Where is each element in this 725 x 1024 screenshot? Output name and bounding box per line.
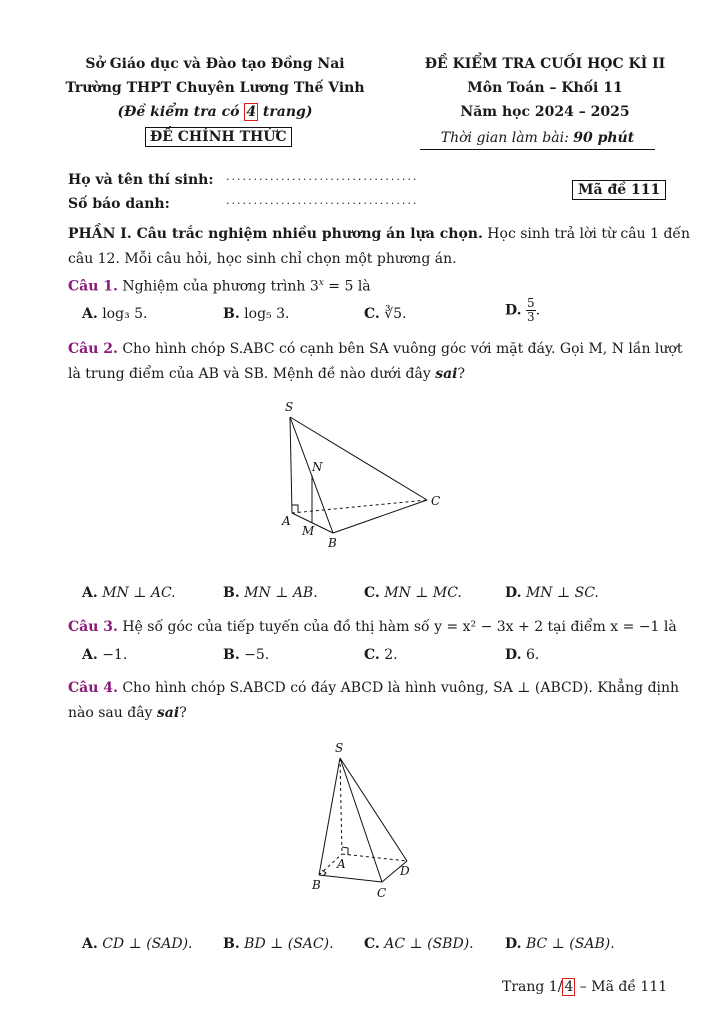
q3-option-d[interactable]: D. 6. bbox=[505, 647, 540, 663]
id-label: Số báo danh: bbox=[68, 196, 170, 212]
q1-stem: Câu 1. Nghiệm của phương trình $3^x = 5$ là bbox=[68, 278, 371, 295]
q2-option-d[interactable]: D. MN ⊥ SC. bbox=[505, 585, 599, 601]
fraction: $\frac{5}{3}$ bbox=[526, 296, 535, 324]
label-s: S bbox=[285, 400, 294, 414]
q2-option-b[interactable]: B. MN ⊥ AB. bbox=[223, 585, 318, 601]
q2-option-c[interactable]: C. MN ⊥ MC. bbox=[364, 585, 462, 601]
pyramid-sabcd-figure bbox=[300, 738, 430, 906]
name-label: Họ và tên thí sinh: bbox=[68, 172, 214, 188]
q4-option-d[interactable]: D. BC ⊥ (SAB). bbox=[505, 936, 615, 952]
page-count-highlight: 4 bbox=[246, 104, 257, 120]
label-d: D bbox=[400, 864, 410, 878]
label-s: S bbox=[335, 741, 344, 755]
q1-option-c[interactable]: C. ∛5. bbox=[364, 306, 407, 322]
school-name: Trường THPT Chuyên Lương Thế Vinh bbox=[65, 80, 365, 96]
label-c: C bbox=[431, 494, 441, 508]
school-year: Năm học 2024 – 2025 bbox=[460, 104, 630, 120]
label-m: M bbox=[302, 524, 315, 538]
edge-bc bbox=[333, 500, 427, 533]
q1-option-a[interactable]: A. log₃ 5. bbox=[82, 306, 148, 322]
page-number-highlight: 4 bbox=[564, 979, 574, 995]
q4-option-b[interactable]: B. BD ⊥ (SAC). bbox=[223, 936, 334, 952]
q4-stem: Câu 4. Cho hình chóp S.ABCD có đáy ABCD là hình vuông, SA ⊥ (ABCD). Khẳng định bbox=[68, 680, 680, 696]
q4-stem-line2: nào sau đây sai? bbox=[68, 705, 187, 721]
q2-stem: Câu 2. Cho hình chóp S.ABC có cạnh bên SA vuông góc với mặt đáy. Gọi M, N lần lượt bbox=[68, 341, 683, 357]
q3-option-c[interactable]: C. 2. bbox=[364, 647, 398, 663]
part1-intro: PHẦN I. Câu trắc nghiệm nhiều phương án lựa chọn. Học sinh trả lời từ câu 1 đến bbox=[68, 226, 691, 242]
page-count-note: (Đề kiểm tra có 4 trang) bbox=[117, 104, 313, 120]
q4-option-a[interactable]: A. CD ⊥ (SAD). bbox=[82, 936, 193, 952]
q2-stem-line2: là trung điểm của AB và SB. Mệnh đề nào dưới đây sai? bbox=[68, 366, 465, 382]
subject: Môn Toán – Khối 11 bbox=[467, 80, 623, 96]
q3-option-a[interactable]: A. −1. bbox=[82, 647, 128, 663]
edge-sa-hidden bbox=[340, 758, 342, 854]
time-limit: Thời gian làm bài: 90 phút bbox=[420, 130, 655, 150]
label-a: A bbox=[337, 857, 346, 871]
label-b: B bbox=[328, 536, 337, 550]
edge-sd bbox=[340, 758, 407, 861]
part1-intro-line2: câu 12. Mỗi câu hỏi, học sinh chỉ chọn một phương án. bbox=[68, 251, 457, 267]
page-footer: Trang 1/ 4 – Mã đề 111 bbox=[502, 979, 668, 995]
official-label: ĐỀ CHÍNH THỨC bbox=[145, 129, 292, 145]
label-b: B bbox=[312, 878, 321, 892]
exam-title: ĐỀ KIỂM TRA CUỐI HỌC KÌ II bbox=[424, 56, 666, 72]
dept-name: Sở Giáo dục và Đào tạo Đồng Nai bbox=[85, 56, 345, 72]
label-n: N bbox=[312, 460, 323, 474]
id-field[interactable]: ................................... bbox=[226, 194, 419, 207]
q1-option-d[interactable]: D. $\frac{5}{3}$ . bbox=[505, 296, 541, 324]
q3-option-b[interactable]: B. −5. bbox=[223, 647, 270, 663]
pyramid-sabc-figure bbox=[270, 395, 460, 555]
edge-sc bbox=[340, 758, 382, 882]
name-field[interactable]: ................................... bbox=[226, 170, 419, 183]
right-angle-mark bbox=[292, 505, 298, 513]
edge-bc bbox=[319, 875, 382, 882]
label-c: C bbox=[377, 886, 387, 900]
q1-option-b[interactable]: B. log₅ 3. bbox=[223, 306, 290, 322]
edge-sa bbox=[290, 417, 292, 513]
label-a: A bbox=[282, 514, 291, 528]
exam-code-box: Mã đề 111 bbox=[572, 180, 666, 200]
q3-stem: Câu 3. Hệ số góc của tiếp tuyến của đồ thị hàm số y = x² − 3x + 2 tại điểm x = −1 là bbox=[68, 619, 677, 635]
edge-sc bbox=[290, 417, 427, 500]
q2-option-a[interactable]: A. MN ⊥ AC. bbox=[82, 585, 176, 601]
q4-option-c[interactable]: C. AC ⊥ (SBD). bbox=[364, 936, 474, 952]
